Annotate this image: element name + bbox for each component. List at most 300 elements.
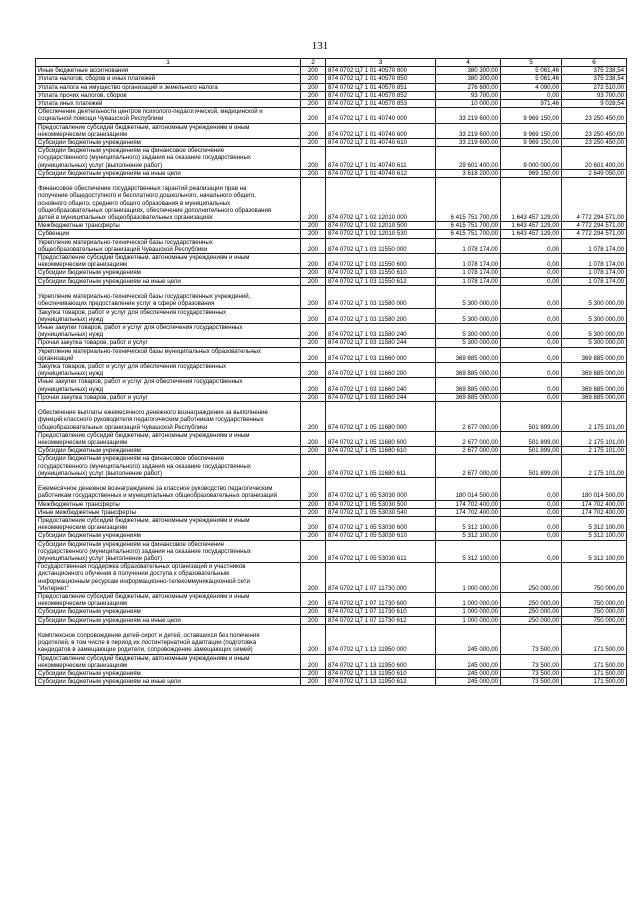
- table-row: [36, 624, 627, 654]
- row-approved-cell: 5 300 000,00: [436, 323, 501, 338]
- table-row: [36, 339, 627, 347]
- row-executed-cell: 1 643 457 129,00: [501, 178, 562, 222]
- row-code-cell: 200: [301, 83, 326, 91]
- row-approved-cell: 1 000 000,00: [436, 608, 501, 616]
- row-approved-cell: 5 312 100,00: [436, 516, 501, 531]
- row-classification-cell: 874 0702 Ц7 1 05 11680 611: [326, 455, 436, 478]
- row-remaining-cell: 369 885 000,00: [562, 378, 627, 393]
- row-name-cell: Закупка товаров, работ и услуг для обеспечения государственных (муниципальных) нужд: [36, 308, 301, 323]
- row-code-cell: 200: [301, 516, 326, 531]
- row-classification-cell: 874 0702 Ц7 1 07 11730 612: [326, 616, 436, 624]
- row-name-cell: Субсидии бюджетным учреждениям: [36, 269, 301, 277]
- row-classification-cell: 874 0702 Ц7 1 03 11660 244: [326, 393, 436, 401]
- row-executed-cell: 5 061,46: [501, 75, 562, 83]
- row-classification-cell: 874 0702 Ц7 1 13 11950 000: [326, 624, 436, 654]
- row-classification-cell: 874 0702 Ц7 1 07 11730 610: [326, 608, 436, 616]
- row-name-cell: Укрепление материально-технической базы муниципальных образовательных организаций: [36, 347, 301, 362]
- row-remaining-cell: 2 175 101,00: [562, 401, 627, 431]
- table-row: [36, 654, 627, 669]
- row-executed-cell: 0,00: [501, 477, 562, 500]
- row-executed-cell: 250 000,00: [501, 608, 562, 616]
- row-remaining-cell: 5 300 000,00: [562, 323, 627, 338]
- table-row: [36, 477, 627, 500]
- row-approved-cell: 5 300 000,00: [436, 308, 501, 323]
- table-row: [36, 254, 627, 269]
- row-classification-cell: 874 0702 Ц7 1 01 40740 612: [326, 169, 436, 177]
- row-executed-cell: 0,00: [501, 285, 562, 308]
- row-approved-cell: 5 312 100,00: [436, 532, 501, 540]
- table-row: [36, 100, 627, 108]
- row-remaining-cell: 171 500,00: [562, 624, 627, 654]
- row-approved-cell: 2 677 000,00: [436, 447, 501, 455]
- row-approved-cell: 380 300,00: [436, 67, 501, 75]
- row-code-cell: 200: [301, 308, 326, 323]
- row-classification-cell: 874 0702 Ц7 1 13 11950 612: [326, 678, 436, 686]
- row-code-cell: 200: [301, 563, 326, 593]
- row-executed-cell: 0,00: [501, 308, 562, 323]
- row-approved-cell: 245 000,00: [436, 678, 501, 686]
- row-remaining-cell: 9 028,54: [562, 100, 627, 108]
- row-executed-cell: 0,00: [501, 362, 562, 377]
- row-code-cell: 200: [301, 139, 326, 147]
- row-classification-cell: 874 0702 Ц7 1 05 11680 600: [326, 431, 436, 446]
- row-remaining-cell: 2 175 101,00: [562, 447, 627, 455]
- row-code-cell: 200: [301, 254, 326, 269]
- row-approved-cell: 1 078 174,00: [436, 254, 501, 269]
- row-approved-cell: 180 014 500,00: [436, 477, 501, 500]
- row-approved-cell: 1 078 174,00: [436, 269, 501, 277]
- row-name-cell: Субсидии бюджетным учреждениям на иные цели: [36, 277, 301, 285]
- row-remaining-cell: 750 000,00: [562, 563, 627, 593]
- row-name-cell: Субсидии бюджетным учреждениям: [36, 447, 301, 455]
- row-approved-cell: 6 415 751 700,00: [436, 178, 501, 222]
- row-executed-cell: 73 500,00: [501, 654, 562, 669]
- table-row: [36, 139, 627, 147]
- row-classification-cell: 874 0702 Ц7 1 01 40740 611: [326, 147, 436, 170]
- row-classification-cell: 874 0702 Ц7 1 05 53030 611: [326, 540, 436, 563]
- row-name-cell: Субсидии бюджетным учреждениям на финансовое обеспечение государственного (муниципального) задания на оказание государственных (муниципальных) услуг (выполнение работ): [36, 147, 301, 170]
- table-row: [36, 593, 627, 608]
- row-remaining-cell: 2 175 101,00: [562, 431, 627, 446]
- table-row: [36, 269, 627, 277]
- row-code-cell: 200: [301, 169, 326, 177]
- table-row: [36, 222, 627, 230]
- table-row: [36, 67, 627, 75]
- row-executed-cell: 0,00: [501, 91, 562, 99]
- row-executed-cell: 0,00: [501, 254, 562, 269]
- row-name-cell: Предоставление субсидий бюджетным, автономным учреждениям и иным некоммерческим организациям: [36, 254, 301, 269]
- row-code-cell: 200: [301, 347, 326, 362]
- table-row: [36, 238, 627, 253]
- row-name-cell: Субсидии бюджетным учреждениям: [36, 532, 301, 540]
- row-name-cell: Прочая закупка товаров, работ и услуг: [36, 393, 301, 401]
- row-name-cell: Уплата прочих налогов, сборов: [36, 91, 301, 99]
- row-code-cell: 200: [301, 378, 326, 393]
- table-row: [36, 670, 627, 678]
- row-code-cell: 200: [301, 277, 326, 285]
- row-remaining-cell: 5 312 100,00: [562, 516, 627, 531]
- row-name-cell: Иные закупки товаров, работ и услуг для обеспечения государственных (муниципальных) нужд: [36, 323, 301, 338]
- row-classification-cell: 874 0702 Ц7 1 01 40570 800: [326, 67, 436, 75]
- row-executed-cell: 0,00: [501, 540, 562, 563]
- row-executed-cell: 9 969 150,00: [501, 139, 562, 147]
- table-row: [36, 75, 627, 83]
- row-executed-cell: 1 643 457 129,00: [501, 222, 562, 230]
- row-code-cell: 200: [301, 540, 326, 563]
- row-remaining-cell: 93 700,00: [562, 91, 627, 99]
- row-classification-cell: 874 0702 Ц7 1 07 11730 000: [326, 563, 436, 593]
- row-remaining-cell: 174 702 400,00: [562, 500, 627, 508]
- row-approved-cell: 2 677 000,00: [436, 455, 501, 478]
- row-executed-cell: 73 500,00: [501, 678, 562, 686]
- row-code-cell: 200: [301, 477, 326, 500]
- row-classification-cell: 874 0702 Ц7 1 01 40570 853: [326, 100, 436, 108]
- table-row: [36, 447, 627, 455]
- row-remaining-cell: 1 078 174,00: [562, 269, 627, 277]
- row-executed-cell: 9 000 000,00: [501, 147, 562, 170]
- row-classification-cell: 874 0702 Ц7 1 03 11580 000: [326, 285, 436, 308]
- row-executed-cell: 250 000,00: [501, 616, 562, 624]
- row-classification-cell: 874 0702 Ц7 1 02 12010 530: [326, 230, 436, 238]
- row-approved-cell: 33 219 600,00: [436, 108, 501, 123]
- row-name-cell: Уплата налога на имущество организаций и земельного налога: [36, 83, 301, 91]
- row-remaining-cell: 171 500,00: [562, 670, 627, 678]
- row-name-cell: Иные межбюджетные трансферты: [36, 508, 301, 516]
- row-code-cell: 200: [301, 100, 326, 108]
- table-row: [36, 230, 627, 238]
- column-header: 3: [326, 59, 436, 67]
- table-row: [36, 678, 627, 686]
- row-classification-cell: 874 0702 Ц7 1 03 11660 200: [326, 362, 436, 377]
- column-header: 1: [36, 59, 301, 67]
- row-approved-cell: 29 601 400,00: [436, 147, 501, 170]
- row-remaining-cell: 1 078 174,00: [562, 254, 627, 269]
- row-classification-cell: 874 0702 Ц7 1 05 53030 500: [326, 500, 436, 508]
- row-executed-cell: 501 899,00: [501, 401, 562, 431]
- row-classification-cell: 874 0702 Ц7 1 03 11660 240: [326, 378, 436, 393]
- row-classification-cell: 874 0702 Ц7 1 03 11580 240: [326, 323, 436, 338]
- row-name-cell: Субсидии бюджетным учреждениям: [36, 608, 301, 616]
- row-remaining-cell: 174 702 400,00: [562, 508, 627, 516]
- row-approved-cell: 1 078 174,00: [436, 238, 501, 253]
- row-name-cell: Субсидии бюджетным учреждениям на финансовое обеспечение государственного (муниципального) задания на оказание государственных (муниципальных) услуг (выполнение работ): [36, 455, 301, 478]
- row-executed-cell: 501 899,00: [501, 447, 562, 455]
- row-name-cell: Иные бюджетные ассигнования: [36, 67, 301, 75]
- row-code-cell: 200: [301, 654, 326, 669]
- row-executed-cell: 501 899,00: [501, 455, 562, 478]
- row-classification-cell: 874 0702 Ц7 1 05 53030 600: [326, 516, 436, 531]
- row-executed-cell: 971,46: [501, 100, 562, 108]
- row-remaining-cell: 272 510,00: [562, 83, 627, 91]
- row-approved-cell: 369 885 000,00: [436, 347, 501, 362]
- row-remaining-cell: 171 500,00: [562, 654, 627, 669]
- row-code-cell: 200: [301, 593, 326, 608]
- row-approved-cell: 2 677 000,00: [436, 401, 501, 431]
- row-code-cell: 200: [301, 75, 326, 83]
- row-classification-cell: 874 0702 Ц7 1 13 11950 610: [326, 670, 436, 678]
- row-remaining-cell: 5 300 000,00: [562, 285, 627, 308]
- row-remaining-cell: 369 885 000,00: [562, 362, 627, 377]
- row-classification-cell: 874 0702 Ц7 1 05 53030 000: [326, 477, 436, 500]
- table-row: [36, 147, 627, 170]
- row-classification-cell: 874 0702 Ц7 1 01 40570 852: [326, 91, 436, 99]
- row-executed-cell: 0,00: [501, 277, 562, 285]
- row-remaining-cell: 180 014 500,00: [562, 477, 627, 500]
- row-classification-cell: 874 0702 Ц7 1 05 11680 000: [326, 401, 436, 431]
- row-classification-cell: 874 0702 Ц7 1 01 40740 600: [326, 123, 436, 138]
- row-executed-cell: 0,00: [501, 500, 562, 508]
- row-classification-cell: 874 0702 Ц7 1 03 11550 000: [326, 238, 436, 253]
- row-code-cell: 200: [301, 401, 326, 431]
- row-remaining-cell: 4 772 294 571,00: [562, 222, 627, 230]
- column-header: 4: [436, 59, 501, 67]
- row-approved-cell: 33 219 600,00: [436, 123, 501, 138]
- row-code-cell: 200: [301, 91, 326, 99]
- table-row: [36, 91, 627, 99]
- row-code-cell: 200: [301, 678, 326, 686]
- row-name-cell: Комплексное сопровождение детей-сирот и детей, оставшихся без попечения родителей, в том числе в период их постинтернатной адаптации (подготовка кандидатов в замещающие родители, сопровождение замещающих семей): [36, 624, 301, 654]
- table-row: [36, 540, 627, 563]
- row-classification-cell: 874 0702 Ц7 1 01 40740 000: [326, 108, 436, 123]
- row-classification-cell: 874 0702 Ц7 1 05 53030 610: [326, 532, 436, 540]
- row-classification-cell: 874 0702 Ц7 1 07 11730 600: [326, 593, 436, 608]
- row-code-cell: 200: [301, 269, 326, 277]
- row-name-cell: Субвенции: [36, 230, 301, 238]
- row-code-cell: 200: [301, 670, 326, 678]
- row-remaining-cell: 1 078 174,00: [562, 238, 627, 253]
- row-remaining-cell: 375 238,54: [562, 67, 627, 75]
- row-approved-cell: 6 415 751 700,00: [436, 222, 501, 230]
- row-executed-cell: 0,00: [501, 378, 562, 393]
- row-remaining-cell: 171 500,00: [562, 678, 627, 686]
- row-executed-cell: 0,00: [501, 532, 562, 540]
- table-header-row: [36, 59, 627, 67]
- row-name-cell: Уплата иных платежей: [36, 100, 301, 108]
- column-header: 6: [562, 59, 627, 67]
- row-name-cell: Предоставление субсидий бюджетным, автономным учреждениям и иным некоммерческим организациям: [36, 123, 301, 138]
- row-name-cell: Межбюджетные трансферты: [36, 222, 301, 230]
- row-code-cell: 200: [301, 147, 326, 170]
- row-approved-cell: 1 000 000,00: [436, 593, 501, 608]
- row-executed-cell: 4 090,00: [501, 83, 562, 91]
- row-name-cell: Прочая закупка товаров, работ и услуг: [36, 339, 301, 347]
- table-row: [36, 401, 627, 431]
- row-classification-cell: 874 0702 Ц7 1 03 11660 000: [326, 347, 436, 362]
- row-executed-cell: 0,00: [501, 323, 562, 338]
- row-remaining-cell: 750 000,00: [562, 616, 627, 624]
- row-classification-cell: 874 0702 Ц7 1 03 11550 600: [326, 254, 436, 269]
- table-row: [36, 532, 627, 540]
- row-name-cell: Субсидии бюджетным учреждениям: [36, 139, 301, 147]
- row-executed-cell: 73 500,00: [501, 624, 562, 654]
- row-remaining-cell: 5 300 000,00: [562, 339, 627, 347]
- row-code-cell: 200: [301, 123, 326, 138]
- row-code-cell: 200: [301, 222, 326, 230]
- row-code-cell: 200: [301, 431, 326, 446]
- column-header: 5: [501, 59, 562, 67]
- row-executed-cell: 0,00: [501, 508, 562, 516]
- row-approved-cell: 245 000,00: [436, 654, 501, 669]
- row-remaining-cell: 369 885 000,00: [562, 347, 627, 362]
- row-executed-cell: 250 000,00: [501, 593, 562, 608]
- table-row: [36, 516, 627, 531]
- row-remaining-cell: 2 175 101,00: [562, 455, 627, 478]
- row-remaining-cell: 4 772 294 571,00: [562, 178, 627, 222]
- row-executed-cell: 5 061,46: [501, 67, 562, 75]
- row-approved-cell: 2 677 000,00: [436, 431, 501, 446]
- table-row: [36, 431, 627, 446]
- row-code-cell: 200: [301, 230, 326, 238]
- row-name-cell: Субсидии бюджетным учреждениям на иные цели: [36, 678, 301, 686]
- row-classification-cell: 874 0702 Ц7 1 05 11680 610: [326, 447, 436, 455]
- row-approved-cell: 174 702 400,00: [436, 508, 501, 516]
- row-code-cell: 200: [301, 285, 326, 308]
- row-code-cell: 200: [301, 362, 326, 377]
- row-code-cell: 200: [301, 393, 326, 401]
- row-executed-cell: 250 000,00: [501, 563, 562, 593]
- row-remaining-cell: 1 078 174,00: [562, 277, 627, 285]
- row-remaining-cell: 5 312 100,00: [562, 540, 627, 563]
- table-row: [36, 308, 627, 323]
- row-approved-cell: 93 700,00: [436, 91, 501, 99]
- table-row: [36, 323, 627, 338]
- row-approved-cell: 380 300,00: [436, 75, 501, 83]
- row-executed-cell: 0,00: [501, 238, 562, 253]
- row-classification-cell: 874 0702 Ц7 1 01 40570 851: [326, 83, 436, 91]
- row-name-cell: Ежемесячное денежное вознаграждение за классное руководство педагогическим работникам государственных и муниципальных общеобразовательных организаций: [36, 477, 301, 500]
- table-row: [36, 616, 627, 624]
- row-code-cell: 200: [301, 532, 326, 540]
- table-row: [36, 285, 627, 308]
- row-code-cell: 200: [301, 500, 326, 508]
- row-name-cell: Предоставление субсидий бюджетным, автономным учреждениям и иным некоммерческим организациям: [36, 431, 301, 446]
- table-row: [36, 108, 627, 123]
- row-name-cell: Укрепление материально-технической базы государственных общеобразовательных организаций Чувашской Республики: [36, 238, 301, 253]
- row-name-cell: Предоставление субсидий бюджетным, автономным учреждениям и иным некоммерческим организациям: [36, 593, 301, 608]
- table-row: [36, 378, 627, 393]
- row-name-cell: Государственная поддержка образовательных организаций и участников дистанционного обучения в получении доступа к образовательным информационным ресурсам информационно-телекоммуникационной сети "Интернет": [36, 563, 301, 593]
- row-classification-cell: 874 0702 Ц7 1 02 12010 000: [326, 178, 436, 222]
- page-number: 131: [311, 40, 329, 52]
- row-classification-cell: 874 0702 Ц7 1 03 11580 244: [326, 339, 436, 347]
- row-code-cell: 200: [301, 624, 326, 654]
- row-remaining-cell: 750 000,00: [562, 593, 627, 608]
- row-classification-cell: 874 0702 Ц7 1 03 11580 200: [326, 308, 436, 323]
- row-remaining-cell: 5 300 000,00: [562, 308, 627, 323]
- row-approved-cell: 245 000,00: [436, 670, 501, 678]
- row-classification-cell: 874 0702 Ц7 1 13 11950 600: [326, 654, 436, 669]
- table-row: [36, 393, 627, 401]
- row-name-cell: Субсидии бюджетным учреждениям: [36, 670, 301, 678]
- row-classification-cell: 874 0702 Ц7 1 05 53030 540: [326, 508, 436, 516]
- row-code-cell: 200: [301, 238, 326, 253]
- row-approved-cell: 369 885 000,00: [436, 378, 501, 393]
- row-code-cell: 200: [301, 447, 326, 455]
- row-name-cell: Обеспечение выплаты ежемесячного денежного вознаграждения за выполнение функций классного руководителя педагогическим работникам государственных общеобразовательных организаций Чувашской Республики: [36, 401, 301, 431]
- row-code-cell: 200: [301, 508, 326, 516]
- row-approved-cell: 369 885 000,00: [436, 362, 501, 377]
- row-name-cell: Предоставление субсидий бюджетным, автономным учреждениям и иным некоммерческим организациям: [36, 654, 301, 669]
- table-row: [36, 500, 627, 508]
- row-name-cell: Иные закупки товаров, работ и услуг для обеспечения государственных (муниципальных) нужд: [36, 378, 301, 393]
- row-executed-cell: 0,00: [501, 516, 562, 531]
- row-approved-cell: 10 000,00: [436, 100, 501, 108]
- row-approved-cell: 245 000,00: [436, 624, 501, 654]
- row-classification-cell: 874 0702 Ц7 1 01 40740 610: [326, 139, 436, 147]
- row-name-cell: Предоставление субсидий бюджетным, автономным учреждениям и иным некоммерческим организациям: [36, 516, 301, 531]
- row-code-cell: 200: [301, 339, 326, 347]
- row-classification-cell: 874 0702 Ц7 1 02 12010 500: [326, 222, 436, 230]
- row-remaining-cell: 369 885 000,00: [562, 393, 627, 401]
- row-executed-cell: 501 899,00: [501, 431, 562, 446]
- row-code-cell: 200: [301, 323, 326, 338]
- row-executed-cell: 9 969 150,00: [501, 123, 562, 138]
- row-name-cell: Субсидии бюджетным учреждениям на иные цели: [36, 616, 301, 624]
- row-classification-cell: 874 0702 Ц7 1 03 11550 610: [326, 269, 436, 277]
- row-approved-cell: 5 300 000,00: [436, 339, 501, 347]
- table-row: [36, 455, 627, 478]
- row-name-cell: Закупка товаров, работ и услуг для обеспечения государственных (муниципальных) нужд: [36, 362, 301, 377]
- row-name-cell: Укрепление материально-технической базы государственных учреждений, обеспечивающих предоставление услуг в сфере образования: [36, 285, 301, 308]
- row-name-cell: Обеспечение деятельности центров психолого-педагогической, медицинской и социальной помощи Чувашской Республики: [36, 108, 301, 123]
- row-remaining-cell: 20 601 400,00: [562, 147, 627, 170]
- row-remaining-cell: 750 000,00: [562, 608, 627, 616]
- row-executed-cell: 0,00: [501, 393, 562, 401]
- row-executed-cell: 0,00: [501, 339, 562, 347]
- row-classification-cell: 874 0702 Ц7 1 01 40570 850: [326, 75, 436, 83]
- row-code-cell: 200: [301, 616, 326, 624]
- row-approved-cell: 3 618 200,00: [436, 169, 501, 177]
- row-name-cell: Финансовое обеспечение государственных гарантий реализации прав на получение общедоступного и бесплатного дошкольного, начального общего, основного общего, среднего общего образования в муниципальных общеобразовательных организациях, обеспечение дополнительного образования детей в муниципальных общеобразовательных организациях: [36, 178, 301, 222]
- row-name-cell: Субсидии бюджетным учреждениям на финансовое обеспечение государственного (муниципального) задания на оказание государственных (муниципальных) услуг (выполнение работ): [36, 540, 301, 563]
- row-approved-cell: 6 415 751 700,00: [436, 230, 501, 238]
- table-row: [36, 508, 627, 516]
- row-approved-cell: 5 312 100,00: [436, 540, 501, 563]
- table-row: [36, 608, 627, 616]
- row-executed-cell: 1 643 457 129,00: [501, 230, 562, 238]
- row-remaining-cell: 375 238,54: [562, 75, 627, 83]
- row-name-cell: Субсидии бюджетным учреждениям на иные цели: [36, 169, 301, 177]
- row-approved-cell: 1 078 174,00: [436, 277, 501, 285]
- row-classification-cell: 874 0702 Ц7 1 03 11550 612: [326, 277, 436, 285]
- row-code-cell: 200: [301, 608, 326, 616]
- table-row: [36, 169, 627, 177]
- row-approved-cell: 1 000 000,00: [436, 616, 501, 624]
- table-row: [36, 83, 627, 91]
- row-code-cell: 200: [301, 178, 326, 222]
- row-executed-cell: 0,00: [501, 347, 562, 362]
- table-row: [36, 123, 627, 138]
- row-remaining-cell: 4 772 294 571,00: [562, 230, 627, 238]
- row-executed-cell: 9 969 150,00: [501, 108, 562, 123]
- row-executed-cell: 0,00: [501, 269, 562, 277]
- row-remaining-cell: 23 250 450,00: [562, 139, 627, 147]
- row-remaining-cell: 5 312 100,00: [562, 532, 627, 540]
- row-name-cell: Межбюджетные трансферты: [36, 500, 301, 508]
- row-approved-cell: 5 300 000,00: [436, 285, 501, 308]
- row-remaining-cell: 2 649 050,00: [562, 169, 627, 177]
- row-remaining-cell: 23 250 450,00: [562, 108, 627, 123]
- row-code-cell: 200: [301, 108, 326, 123]
- table-row: [36, 362, 627, 377]
- row-approved-cell: 33 219 600,00: [436, 139, 501, 147]
- table-row: [36, 347, 627, 362]
- row-approved-cell: 276 600,00: [436, 83, 501, 91]
- budget-table: [35, 58, 627, 686]
- row-executed-cell: 969 150,00: [501, 169, 562, 177]
- row-approved-cell: 369 885 000,00: [436, 393, 501, 401]
- row-executed-cell: 73 500,00: [501, 670, 562, 678]
